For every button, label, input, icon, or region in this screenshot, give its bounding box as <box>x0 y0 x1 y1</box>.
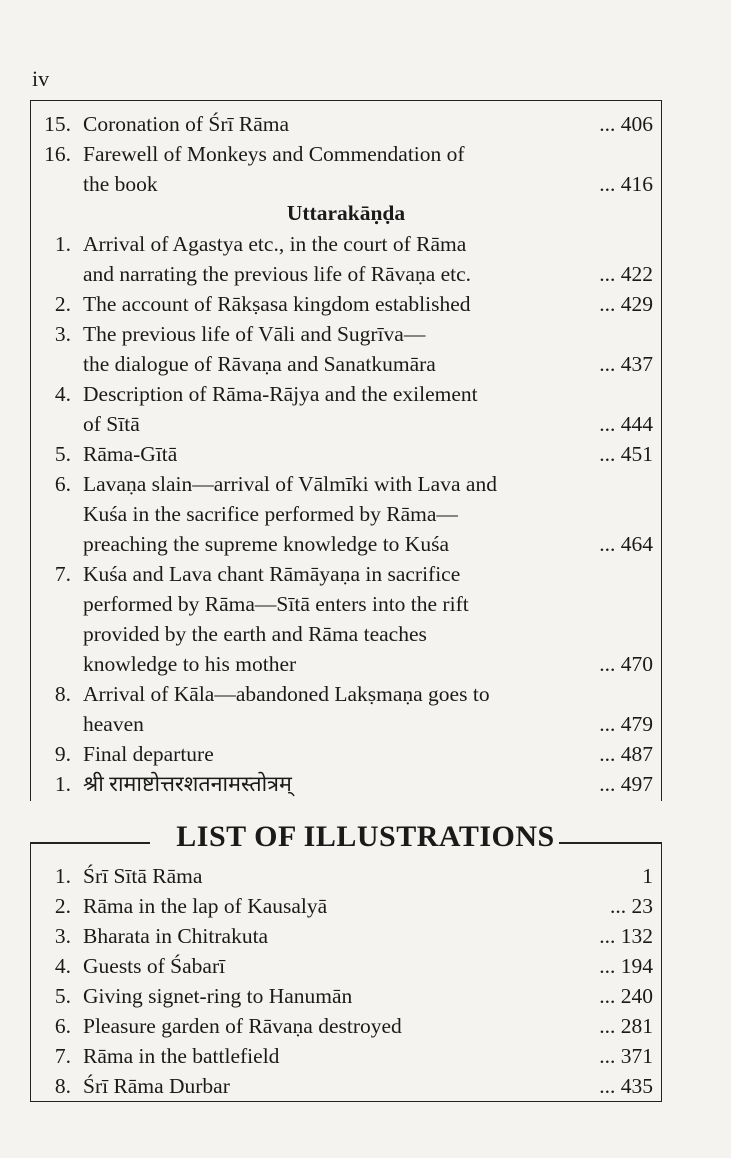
illustration-page: ... 371 <box>599 1044 653 1068</box>
entry-page: ... 470 <box>599 652 653 676</box>
illustration-page: ... 281 <box>599 1014 653 1038</box>
entry-title-line: knowledge to his mother <box>83 652 297 676</box>
contents-entry <box>31 469 661 559</box>
entry-page: ... 444 <box>599 412 653 436</box>
entry-title-line: Rāma-Gītā <box>83 442 178 466</box>
illustrations-heading-text: LIST OF ILLUSTRATIONS <box>172 820 558 853</box>
illustration-entry <box>31 1041 661 1071</box>
illustration-page: ... 132 <box>599 924 653 948</box>
illustration-title: Pleasure garden of Rāvaṇa destroyed <box>83 1014 402 1038</box>
illustration-title: Śrī Rāma Durbar <box>83 1074 230 1098</box>
entry-number: 2. <box>54 292 71 316</box>
contents-entry <box>31 379 661 439</box>
illustration-entry <box>31 1011 661 1041</box>
contents-entry <box>31 229 661 289</box>
illustration-entry <box>31 921 661 951</box>
entry-page: ... 464 <box>599 532 653 556</box>
entry-title-line: of Sītā <box>83 412 140 436</box>
illustration-title: Guests of Śabarī <box>83 954 226 978</box>
contents-entry <box>31 289 661 319</box>
entry-title-line: the book <box>83 172 158 196</box>
illustration-entry <box>31 981 661 1011</box>
entry-title-line: preaching the supreme knowledge to Kuśa <box>83 532 449 556</box>
entry-title-line: The account of Rākṣasa kingdom established <box>83 292 471 316</box>
illustrations-frame <box>30 843 662 1102</box>
page-number: iv <box>32 66 50 91</box>
entry-page: ... 406 <box>599 112 653 136</box>
entry-page: ... 479 <box>599 712 653 736</box>
entry-number: 16. <box>44 142 71 166</box>
entry-page: ... 422 <box>599 262 653 286</box>
entry-title-line: Kuśa and Lava chant Rāmāyaṇa in sacrifice <box>83 562 461 586</box>
entry-number: 7. <box>54 562 71 586</box>
entry-number: 1. <box>54 232 71 256</box>
entry-page: ... 451 <box>599 442 653 466</box>
illustration-page: ... 23 <box>610 894 653 918</box>
entry-title-line: Description of Rāma-Rājya and the exilement <box>83 382 478 406</box>
entry-page: ... 487 <box>599 742 653 766</box>
entry-page: ... 429 <box>599 292 653 316</box>
illustration-number: 4. <box>54 954 71 978</box>
illustration-number: 3. <box>54 924 71 948</box>
entry-title-line: श्री रामाष्टोत्तरशतनामस्तोत्रम् <box>83 772 292 796</box>
illustration-title: Śrī Sītā Rāma <box>83 864 203 888</box>
illustration-number: 7. <box>54 1044 71 1068</box>
entry-title-line: provided by the earth and Rāma teaches <box>83 622 427 646</box>
entry-title-line: and narrating the previous life of Rāvaṇa etc. <box>83 262 472 286</box>
contents-entry <box>31 319 661 379</box>
entry-number: 5. <box>54 442 71 466</box>
illustration-entry <box>31 951 661 981</box>
entry-title-line: the dialogue of Rāvaṇa and Sanatkumāra <box>83 352 436 376</box>
illustration-number: 8. <box>54 1074 71 1098</box>
entry-page: ... 437 <box>599 352 653 376</box>
illustration-title: Giving signet-ring to Hanumān <box>83 984 353 1008</box>
entry-number: 3. <box>54 322 71 346</box>
illustration-page: ... 240 <box>599 984 653 1008</box>
entry-title-line: Coronation of Śrī Rāma <box>83 112 290 136</box>
entry-title-line: Farewell of Monkeys and Commendation of <box>83 142 465 166</box>
entry-number: 9. <box>54 742 71 766</box>
contents-entry <box>31 139 661 199</box>
illustration-page: ... 194 <box>599 954 653 978</box>
entry-title-line: Final departure <box>83 742 214 766</box>
entry-title-line: heaven <box>83 712 144 736</box>
entry-number: 6. <box>54 472 71 496</box>
contents-entry <box>31 559 661 679</box>
illustration-number: 5. <box>54 984 71 1008</box>
entry-title-line: Kuśa in the sacrifice performed by Rāma— <box>83 502 458 526</box>
illustration-number: 6. <box>54 1014 71 1038</box>
contents-entry <box>31 679 661 739</box>
entry-number: 15. <box>44 112 71 136</box>
illustration-title: Rāma in the lap of Kausalyā <box>83 894 328 918</box>
entry-title-line: Arrival of Kāla—abandoned Lakṣmaṇa goes to <box>83 682 490 706</box>
illustration-page: 1 <box>642 864 653 888</box>
contents-frame <box>30 100 662 801</box>
illustration-page: ... 435 <box>599 1074 653 1098</box>
illustration-title: Bharata in Chitrakuta <box>83 924 269 948</box>
entry-page: ... 416 <box>599 172 653 196</box>
illustration-number: 2. <box>54 894 71 918</box>
illustration-title: Rāma in the battlefield <box>83 1044 280 1068</box>
contents-entry <box>31 739 661 769</box>
entry-page: ... 497 <box>599 772 653 796</box>
entry-number: 4. <box>54 382 71 406</box>
contents-entry <box>31 109 661 139</box>
illustration-entry <box>31 1071 661 1101</box>
entry-title-line: Lavaṇa slain—arrival of Vālmīki with Lava and <box>83 472 497 496</box>
entry-title-line: Arrival of Agastya etc., in the court of Rāma <box>83 232 467 256</box>
contents-entry <box>31 769 661 799</box>
illustration-entry <box>31 861 661 891</box>
contents-entry <box>31 439 661 469</box>
entry-title-line: performed by Rāma—Sītā enters into the rift <box>83 592 469 616</box>
section-heading: Uttarakāṇḍa <box>286 201 406 225</box>
entry-title-line: The previous life of Vāli and Sugrīva— <box>83 322 426 346</box>
illustration-entry <box>31 891 661 921</box>
entry-number: 1. <box>54 772 71 796</box>
illustration-number: 1. <box>54 864 71 888</box>
entry-number: 8. <box>54 682 71 706</box>
